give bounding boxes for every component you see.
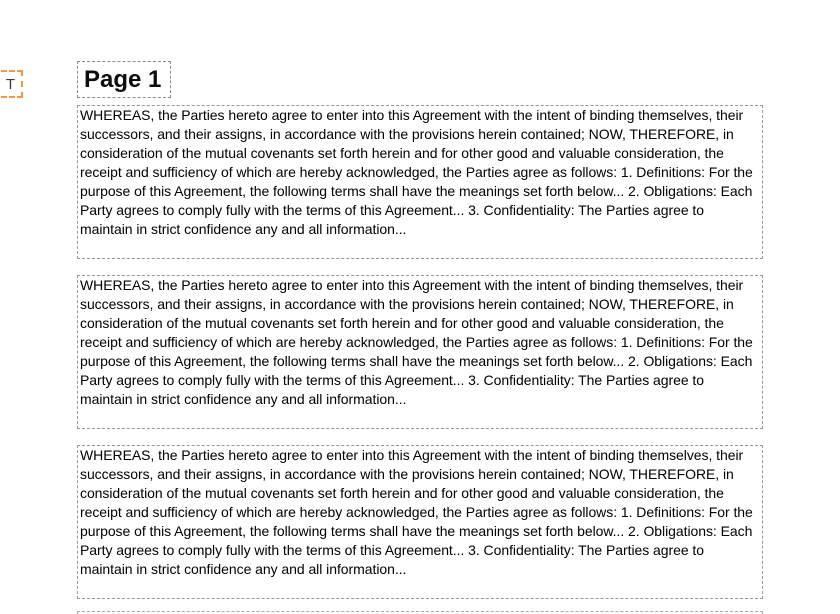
text-region-2[interactable]: WHEREAS, the Parties hereto agree to enter into this Agreement with the intent of binding themselves, their successors, and their assigns, in accordance with the provisions herein contained; NOW, THEREFORE, in consideration of the mutual covenants set forth herein and for other good and valuable consideration, the receipt and sufficiency of which are hereby acknowledged, the Parties agree as follows: 1. Definitions: For the purpose of this Agreement, the following terms shall have the meanings set forth below... 2. Obligations: Each Party agrees to comply fully with the terms of this Agreement... 3. Confidentiality: The Parties agree to maintain in strict confidence any and all information...	[77, 275, 763, 429]
text-tool-button[interactable]	[0, 70, 23, 98]
text-region-3[interactable]: WHEREAS, the Parties hereto agree to enter into this Agreement with the intent of binding themselves, their successors, and their assigns, in accordance with the provisions herein contained; NOW, THEREFORE, in consideration of the mutual covenants set forth herein and for other good and valuable consideration, the receipt and sufficiency of which are hereby acknowledged, the Parties agree as follows: 1. Definitions: For the purpose of this Agreement, the following terms shall have the meanings set forth below... 2. Obligations: Each Party agrees to comply fully with the terms of this Agreement... 3. Confidentiality: The Parties agree to maintain in strict confidence any and all information...	[77, 445, 763, 599]
text-region-1[interactable]: WHEREAS, the Parties hereto agree to enter into this Agreement with the intent of binding themselves, their successors, and their assigns, in accordance with the provisions herein contained; NOW, THEREFORE, in consideration of the mutual covenants set forth herein and for other good and valuable consideration, the receipt and sufficiency of which are hereby acknowledged, the Parties agree as follows: 1. Definitions: For the purpose of this Agreement, the following terms shall have the meanings set forth below... 2. Obligations: Each Party agrees to comply fully with the terms of this Agreement... 3. Confidentiality: The Parties agree to maintain in strict confidence any and all information...	[77, 105, 763, 259]
page-heading-label: Page 1	[84, 65, 162, 93]
page-heading-box[interactable]	[77, 61, 171, 98]
text-tool-icon: T	[5, 75, 16, 93]
